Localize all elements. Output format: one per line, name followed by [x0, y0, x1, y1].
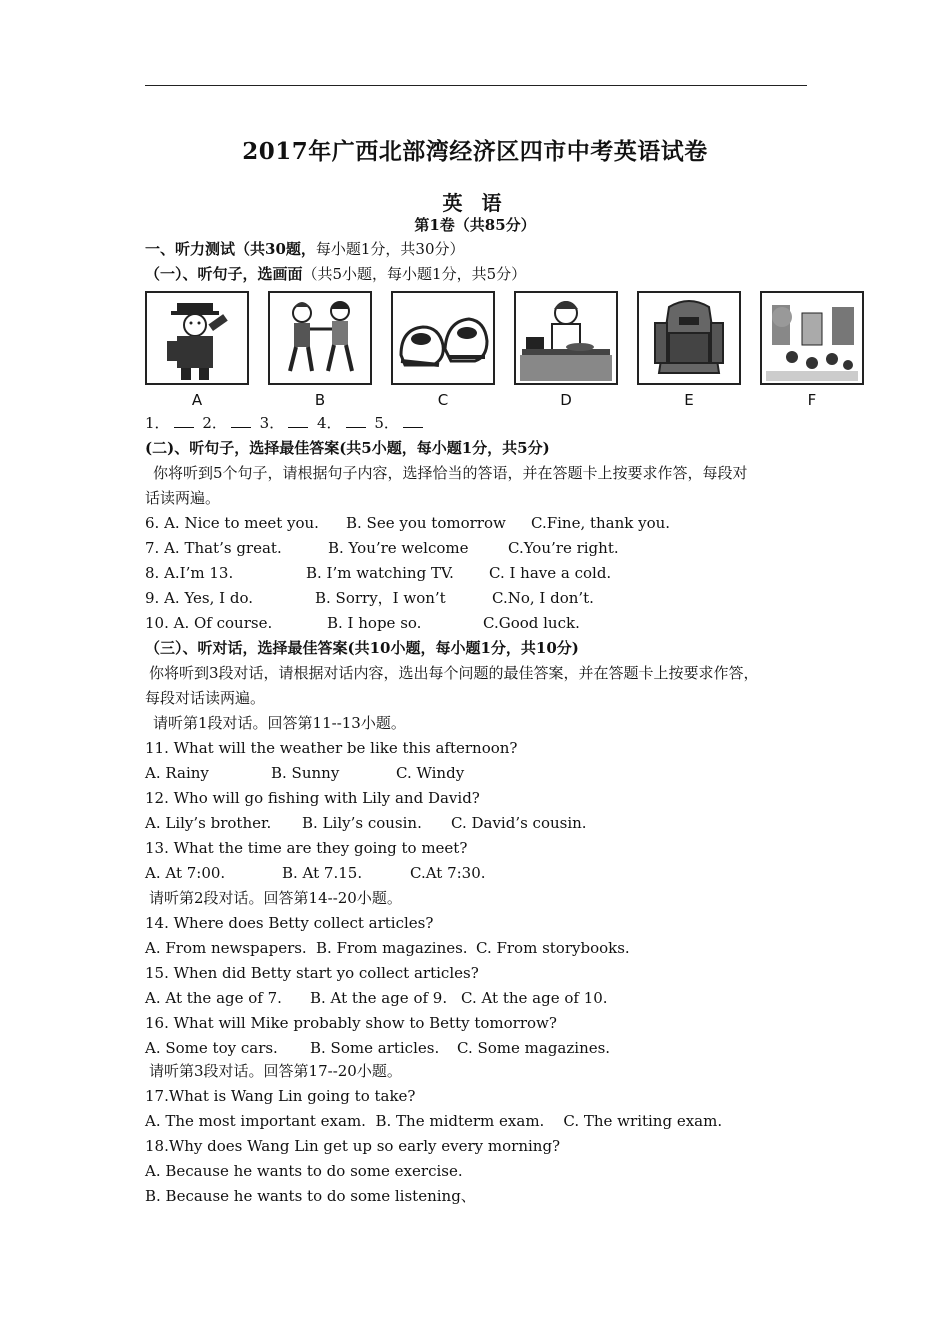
- question-16: 16. What will Mike probably show to Betty tomorrow?: [145, 1014, 557, 1032]
- dialogue-2-note: 请听第2段对话。回答第14--20小题。: [149, 889, 402, 907]
- town-scene-image: [760, 291, 864, 385]
- option-18a: A. Because he wants to do some exercise.: [145, 1162, 463, 1180]
- answer-blanks: 1． 2． 3． 4． 5．: [145, 413, 427, 433]
- question-13: 13. What the time are they going to meet?: [145, 839, 468, 857]
- question-14: 14. Where does Betty collect articles?: [145, 914, 434, 932]
- picture-label-a: A: [191, 391, 203, 409]
- answer-blank[interactable]: [288, 415, 308, 428]
- sec3-instruction: 你将听到3段对话，请根据对话内容，选出每个问题的最佳答案，并在答题卡上按要求作答，: [149, 664, 759, 682]
- sec2-instruction: 你将听到5个句子，请根据句子内容，选择恰当的答语，并在答题卡上按要求作答，每段对: [153, 464, 748, 482]
- picture-label-b: B: [314, 391, 326, 409]
- sec2-instruction-cont: 话读两遍。: [145, 489, 221, 507]
- part1-heading: 一、听力测试（共30题，每小题1分，共30分）: [145, 240, 465, 258]
- shoes-image: [391, 291, 495, 385]
- question-17: 17.What is Wang Lin going to take?: [145, 1087, 416, 1105]
- answer-blank[interactable]: [346, 415, 366, 428]
- question-15: 15. When did Betty start yo collect articles?: [145, 964, 479, 982]
- sec3-instruction-cont: 每段对话读两遍。: [145, 689, 266, 707]
- subject-heading: 英 语: [442, 191, 508, 215]
- sec1-heading: （一）、听句子，选画面（共5小题，每小题1分，共5分）: [145, 265, 527, 283]
- sec3-heading: （三）、听对话，选择最佳答案(共10小题，每小题1分，共10分): [145, 639, 579, 657]
- answer-blank[interactable]: [403, 415, 423, 428]
- question-11: 11. What will the weather be like this afternoon?: [145, 739, 518, 757]
- options-17: A. The most important exam. B. The midterm exam. C. The writing exam.: [145, 1112, 723, 1130]
- answer-blank[interactable]: [231, 415, 251, 428]
- dialogue-3-note: 请听第3段对话。回答第17--20小题。: [149, 1062, 402, 1080]
- policeman-image: [145, 291, 249, 385]
- sec2-heading: (二)、听句子，选择最佳答案(共5小题，每小题1分，共5分): [145, 439, 550, 457]
- cooking-boy-image: [514, 291, 618, 385]
- volume-heading: 第1卷（共85分）: [414, 216, 536, 234]
- question-12: 12. Who will go fishing with Lily and David?: [145, 789, 480, 807]
- picture-label-f: F: [807, 391, 817, 409]
- exam-title: 2017年广西北部湾经济区四市中考英语试卷: [242, 138, 708, 165]
- picture-label-e: E: [684, 391, 694, 409]
- question-18: 18.Why does Wang Lin get up so early every morning?: [145, 1137, 561, 1155]
- picture-label-c: C: [437, 391, 449, 409]
- answer-blank[interactable]: [174, 415, 194, 428]
- picture-label-d: D: [560, 391, 572, 409]
- top-rule: [145, 85, 807, 86]
- option-18b: B. Because he wants to do some listening、: [145, 1187, 476, 1205]
- backpack-image: [637, 291, 741, 385]
- skating-kids-image: [268, 291, 372, 385]
- dialogue-1-note: 请听第1段对话。回答第11--13小题。: [153, 714, 406, 732]
